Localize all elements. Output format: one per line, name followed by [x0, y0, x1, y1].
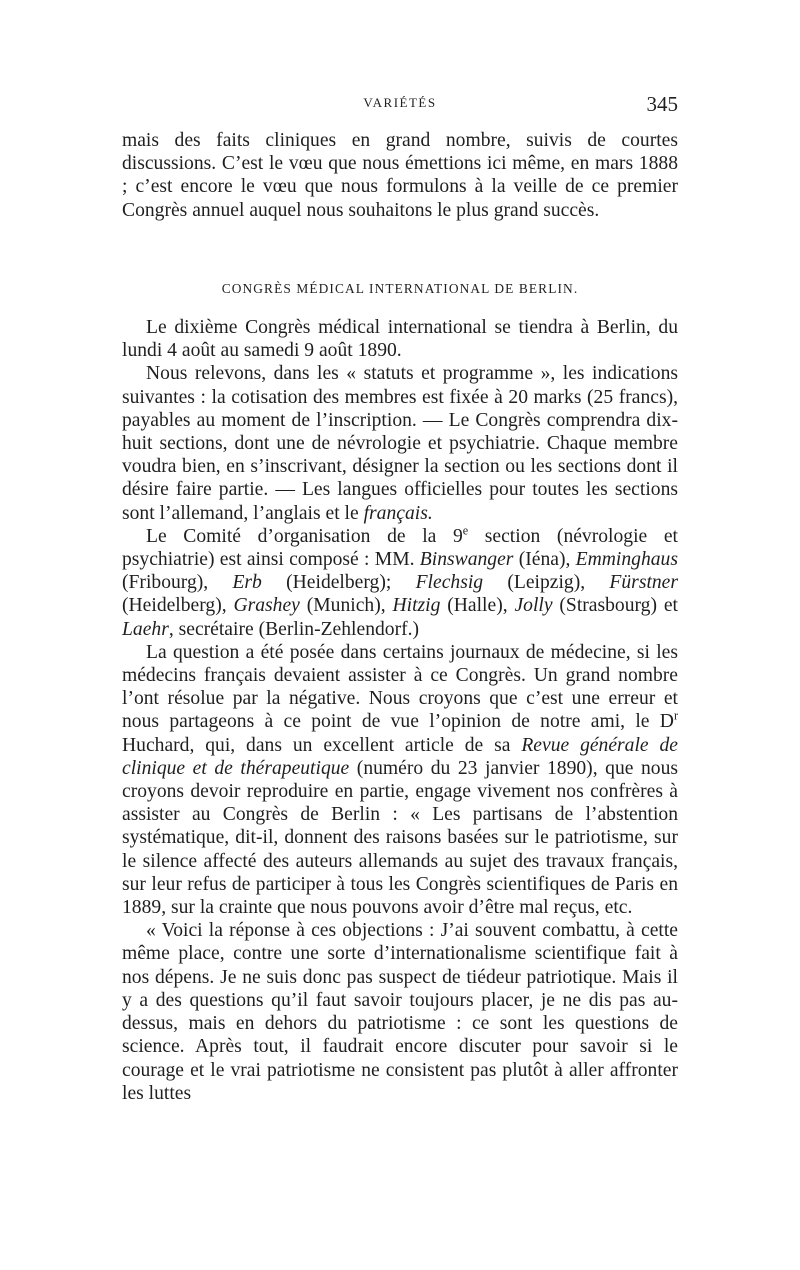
name-flechsig: Flechsig	[415, 572, 484, 594]
name-hitzig: Hitzig	[392, 595, 441, 617]
running-head	[122, 92, 678, 114]
place-fribourg: (Fribourg),	[122, 572, 233, 594]
paragraph-2-italic: français.	[363, 502, 433, 524]
paragraph-1: Le dixième Congrès médical international se tiendra à Berlin, du lundi 4 août au samedi 9 août 1890.	[122, 317, 678, 362]
p4-part1: La question a été posée dans certains journaux de médecine, si les médecins français devaient assister à ce Congrès. Un grand nombre l’ont résolue par la négative. Nous croyons que c’est une erreur et nous partageons à ce point de vue l’opinion de notre ami, le D	[122, 641, 678, 733]
place-leipzig: (Leipzig),	[483, 572, 610, 594]
name-furstner: Fürstner	[609, 572, 678, 594]
p4-part3: (numéro du 23 janvier 1890), que nous croyons devoir reproduire en partie, engage vivement nos confrères à assister au Congrès de Berlin : « Les partisans de l’abstention systématique, dit-il, donnent des raisons basées sur le patriotisme, sur le silence affecté des auteurs allemands au sujet des travaux français, sur leur refus de participer à tous les Congrès scientifiques de Paris en 1889, sur la crainte que nous pouvons avoir d’être mal reçus, etc.	[122, 757, 679, 919]
page-number: 345	[646, 92, 678, 116]
paragraph-4	[122, 641, 678, 919]
place-munich: (Munich),	[299, 595, 393, 617]
name-grashey: Grashey	[233, 595, 300, 617]
p4-superscript: r	[673, 709, 678, 724]
name-jolly: Jolly	[514, 595, 553, 617]
place-strasbourg: (Strasbourg) et	[552, 595, 678, 617]
p3-part2: section (névrologie et psychiatrie) est ainsi composé : MM.	[122, 525, 678, 571]
p4-part2: Huchard, qui, dans un excellent article de sa	[122, 734, 522, 756]
paragraph-2-text: Nous relevons, dans les « statuts et programme », les indications suivantes : la cotisation des membres est fixée à 20 marks (25 francs), payables au moment de l’inscription. — Le Congrès comprendra dix-huit sections, dont une de névrologie et psychiatrie. Chaque membre voudra bien, en s’inscrivant, désigner la section ou les sections dont il désire faire partie. — Les langues officielles pour toutes les sections sont l’allemand, l’anglais et le	[122, 363, 678, 524]
p3-end: , secrétaire (Berlin-Zehlendorf.)	[168, 618, 420, 640]
name-laehr: Laehr	[122, 618, 169, 640]
p3-superscript: e	[462, 523, 469, 538]
name-erb: Erb	[232, 572, 262, 594]
intro-paragraph-block	[122, 129, 678, 222]
place-heidelberg-2: (Heidelberg),	[122, 595, 234, 617]
name-emminghaus: Emminghaus	[575, 549, 678, 571]
place-halle: (Halle),	[440, 595, 515, 617]
paragraph-3	[122, 525, 678, 641]
journal-title: Revue générale de clinique et de thérapeutique	[122, 734, 678, 779]
p3-part1: Le Comité d’organisation de la 9	[146, 525, 463, 547]
paragraph-2	[122, 362, 678, 524]
section-heading: CONGRÈS MÉDICAL INTERNATIONAL DE BERLIN.	[221, 281, 579, 296]
intro-paragraph: mais des faits cliniques en grand nombre, suivis de courtes discussions. C’est le vœu que nous émettions ici même, en mars 1888 ; c’est encore le vœu que nous formulons à la veille de ce premier Congrès annuel auquel nous souhaitons le plus grand succès.	[122, 130, 678, 221]
name-binswanger: Binswanger	[419, 549, 514, 571]
place-jena: (Iéna),	[513, 549, 576, 571]
article-body	[122, 316, 678, 1105]
running-title: VARIÉTÉS	[363, 95, 437, 110]
place-heidelberg-1: (Heidelberg);	[261, 572, 416, 594]
paragraph-5: « Voici la réponse à ces objections : J’ai souvent combattu, à cette même place, contre une sorte d’internationalisme scientifique fait à nos dépens. Je ne suis donc pas suspect de tiédeur patriotique. Mais il y a des questions qu’il faut savoir toujours placer, je ne dis pas au-dessus, mais en dehors du patriotisme : ce sont les questions de science. Après tout, il faudrait encore discuter pour savoir si le courage et le vrai patriotisme ne consistent pas plutôt à aller affronter les luttes	[122, 920, 678, 1104]
